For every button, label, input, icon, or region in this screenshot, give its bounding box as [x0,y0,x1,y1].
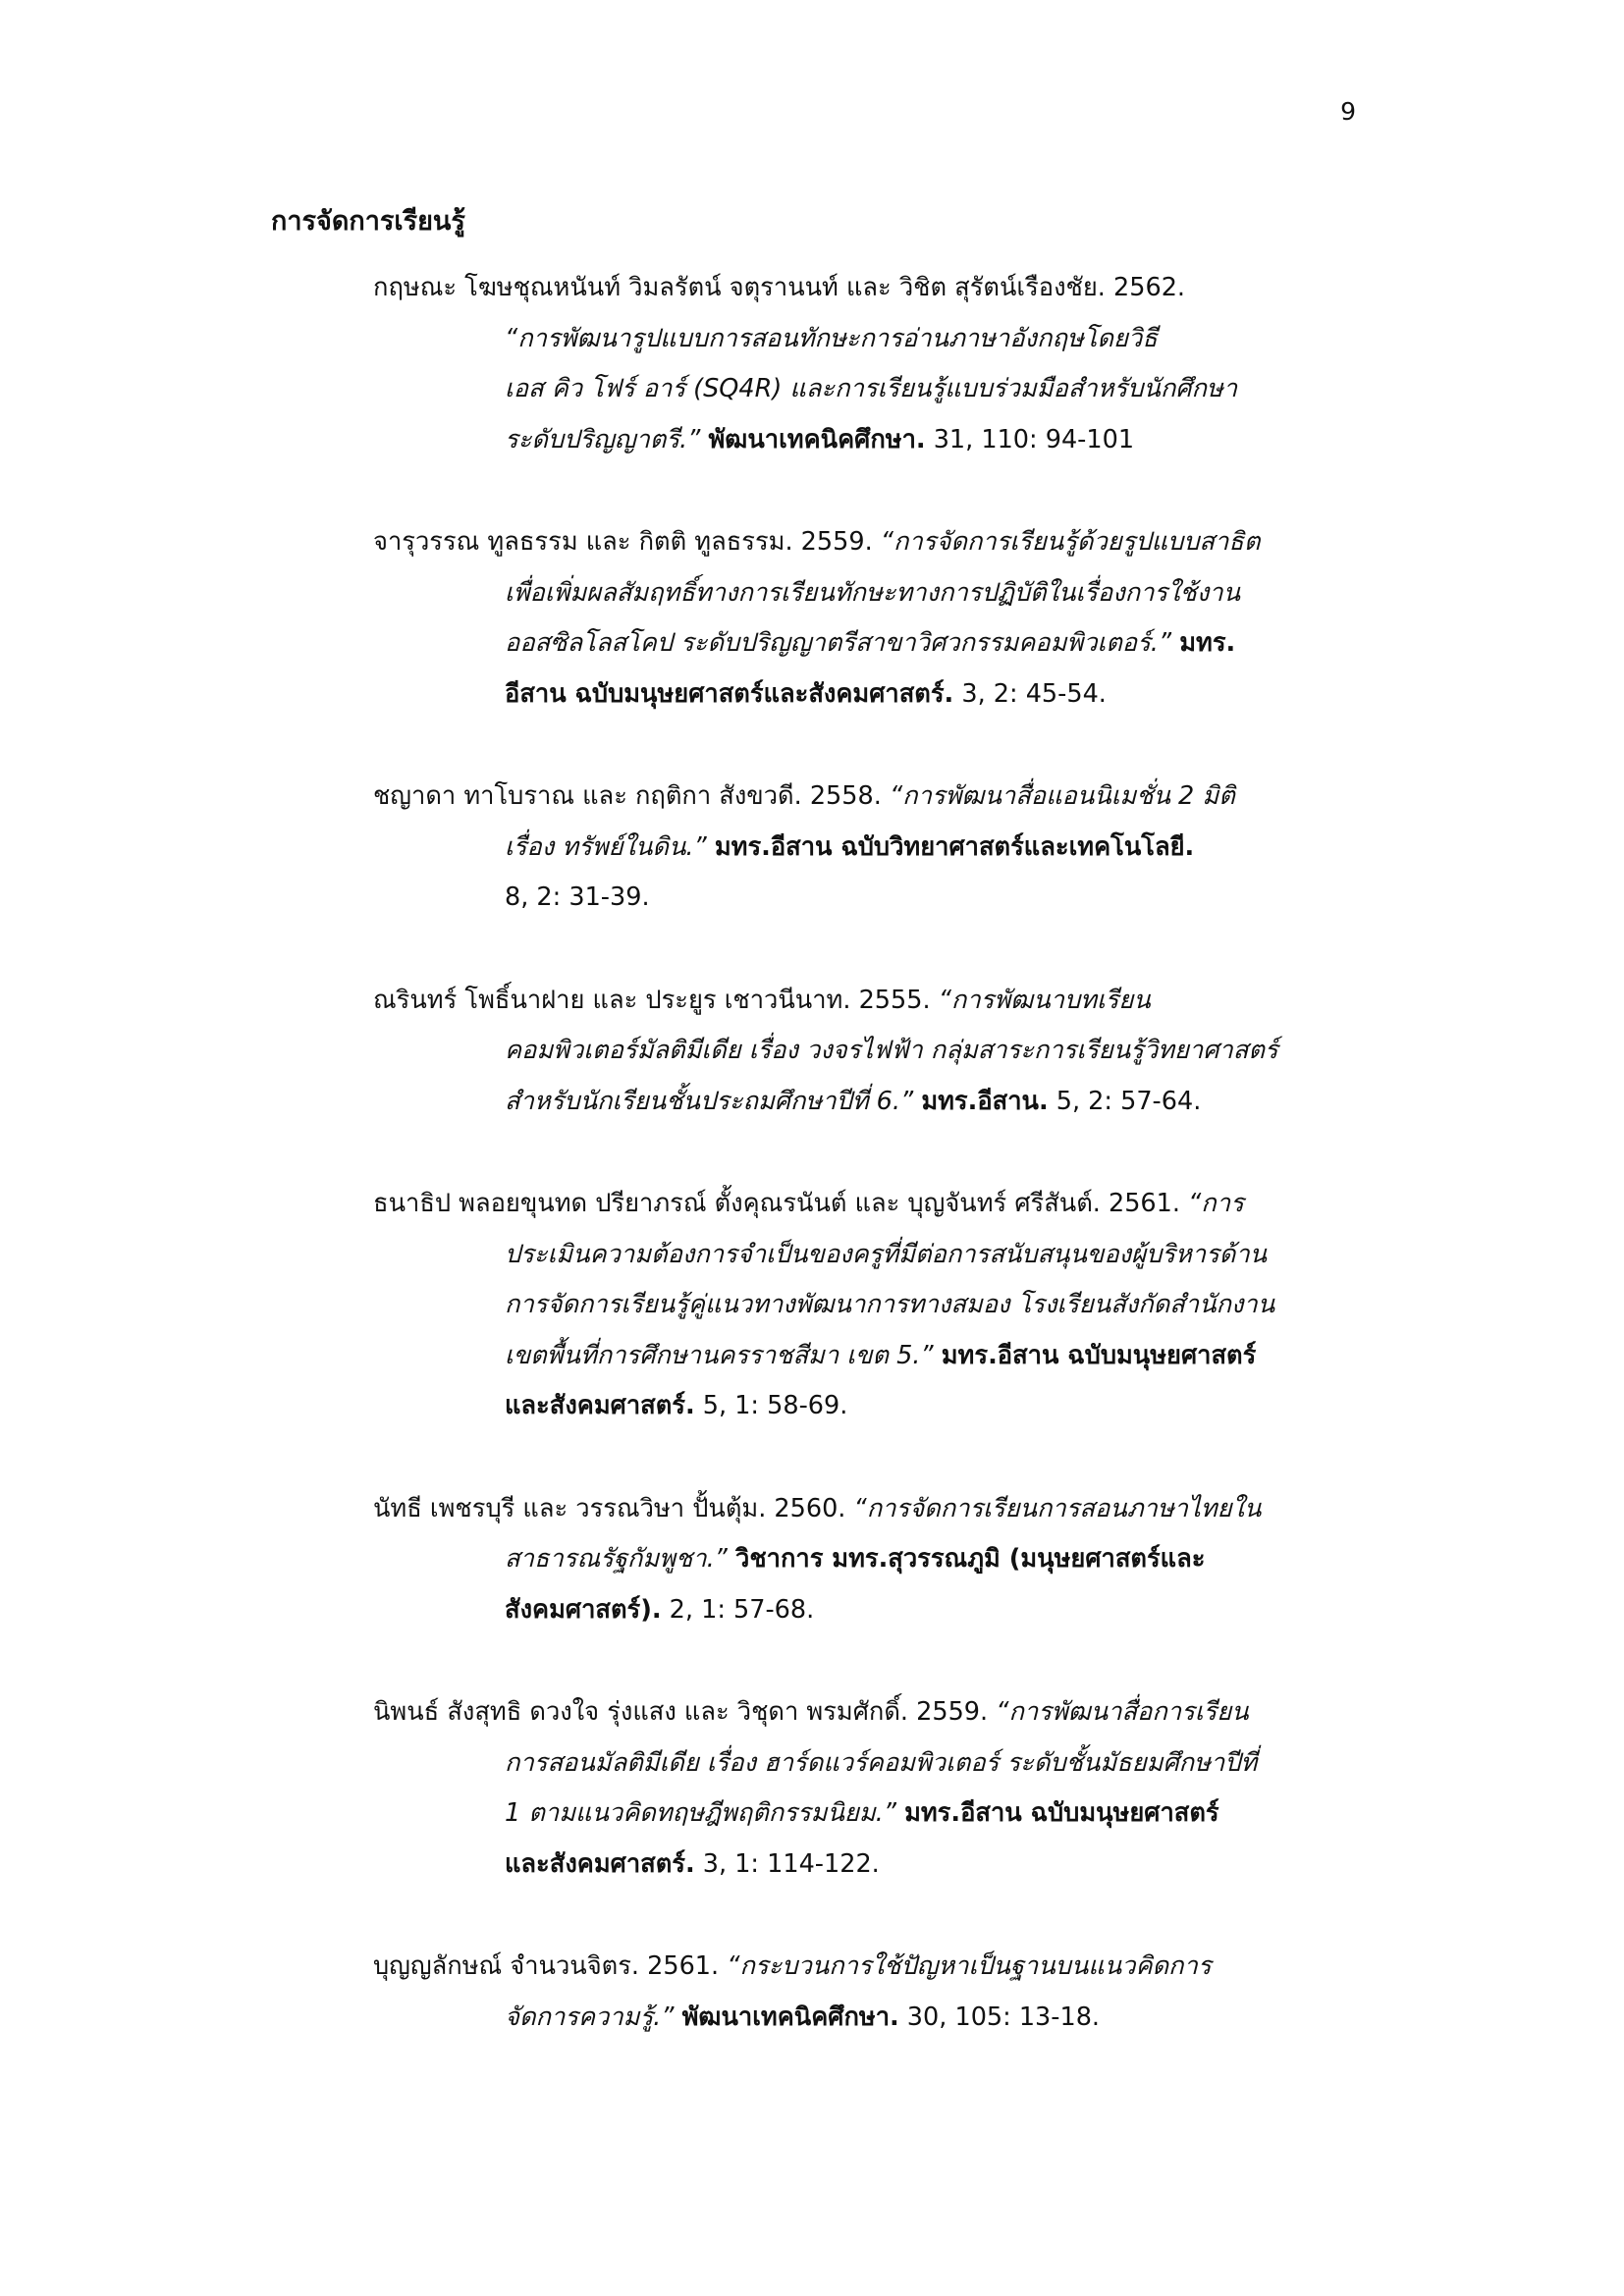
reference-line [373,669,1365,721]
reference-text: ชญาดา ทาโบราณ และ กฤติกา สังขวดี. 2558. [373,781,890,811]
journal-name: มทร.อีสาน ฉบับมนุษยศาสตร์ [941,1340,1257,1370]
reference-entry [373,1179,1365,1432]
journal-name: สังคมศาสตร์). [505,1594,662,1625]
article-title: ระดับปริญญาตรี.” [505,424,701,454]
article-title: จัดการความรู้.” [505,2002,675,2032]
reference-line [373,1280,1365,1331]
section-heading: การจัดการเรียนรู้ [271,206,465,237]
reference-line [373,1179,1365,1230]
article-title: “การพัฒนาสื่อแอนนิเมชั่น 2 มิติ [889,781,1235,811]
page-number: 9 [1340,97,1356,126]
article-title: สำหรับนักเรียนชั้นประถมศึกษาปีที่ 6.” [505,1086,914,1116]
article-title: คอมพิวเตอร์มัลติมีเดีย เรื่อง วงจรไฟฟ้า กลุ่มสาระการเรียนรู้วิทยาศาสตร์ [505,1036,1278,1065]
reference-line [373,618,1365,669]
article-title: “กระบวนการใช้ปัญหาเป็นฐานบนแนวคิดการ [727,1951,1212,1981]
reference-text [674,2002,681,2032]
reference-entry [373,517,1365,720]
reference-text: 5, 2: 57-64. [1048,1086,1202,1116]
article-title: เพื่อเพิ่มผลสัมฤทธิ์ทางการเรียนทักษะทางการปฏิบัติในเรื่องการใช้งาน [505,577,1241,608]
reference-line [373,1230,1365,1281]
reference-line [373,1534,1365,1585]
article-title: ออสซิลโลสโคป ระดับปริญญาตรีสาขาวิศวกรรมคอมพิวเตอร์.” [505,628,1172,658]
reference-line [373,1840,1365,1891]
article-title: “การ [1188,1189,1244,1218]
reference-line [373,568,1365,619]
reference-line [373,517,1365,568]
reference-entry [373,1484,1365,1636]
reference-entry [373,772,1365,924]
article-title: “การพัฒนาสื่อการเรียน [996,1697,1249,1727]
reference-text [896,1798,904,1828]
reference-line [373,976,1365,1027]
reference-line [373,1687,1365,1738]
reference-entry [373,263,1365,465]
reference-text: 31, 110: 94-101 [925,424,1135,454]
reference-text: 8, 2: 31-39. [505,882,650,912]
reference-line [373,415,1365,466]
reference-text: ธนาธิป พลอยขุนทด ปรียาภรณ์ ตั้งคุณรนันต์ และ บุญจันทร์ ศรีสันต์. 2561. [373,1189,1189,1218]
reference-text: 3, 2: 45-54. [953,678,1107,709]
reference-line [373,364,1365,415]
article-title: “การพัฒนาบทเรียน [938,985,1151,1015]
reference-line [373,1026,1365,1077]
article-title: 1 ตามแนวคิดทฤษฎีพฤติกรรมนิยม.” [505,1798,896,1828]
article-title: “การจัดการเรียนรู้ด้วยรูปแบบสาธิต [880,527,1261,557]
reference-text: นิพนธ์ สังสุทธิ ดวงใจ รุ่งแสง และ วิชุดา พรมศักดิ์. 2559. [373,1697,997,1727]
journal-name: มทร.อีสาน. [921,1086,1049,1116]
reference-line [373,1381,1365,1432]
reference-line [373,873,1365,924]
reference-line [373,263,1365,314]
reference-line [373,1331,1365,1382]
reference-text: ณรินทร์ โพธิ์นาฝาย และ ประยูร เชาวนีนาท. 2555. [373,985,939,1015]
article-title: สาธารณรัฐกัมพูชา.” [505,1544,728,1574]
journal-name: พัฒนาเทคนิคศึกษา. [681,2002,899,2032]
article-title: ประเมินความต้องการจำเป็นของครูที่มีต่อการสนับสนุนของผู้บริหารด้าน [505,1239,1268,1269]
reference-line [373,772,1365,823]
reference-text: 3, 1: 114-122. [694,1848,880,1879]
reference-line [373,1993,1365,2044]
reference-text: 5, 1: 58-69. [694,1391,848,1420]
article-title: “การพัฒนารูปแบบการสอนทักษะการอ่านภาษาอังกฤษโดยวิธี [505,323,1158,353]
reference-text: 30, 105: 13-18. [898,2002,1101,2032]
reference-line [373,1484,1365,1535]
article-title: เขตพื้นที่การศึกษานครราชสีมา เขต 5.” [505,1340,934,1370]
reference-text: กฤษณะ โฆษชุณหนันท์ วิมลรัตน์ จตุรานนท์ และ วิชิต สุรัตน์เรืองชัย. 2562. [373,273,1186,302]
journal-name: และสังคมศาสตร์. [505,1391,695,1420]
reference-text [728,1544,735,1574]
reference-line [373,314,1365,365]
reference-line [373,1942,1365,1993]
journal-name: พัฒนาเทคนิคศึกษา. [708,424,926,454]
reference-list [373,263,1365,2095]
article-title: “การจัดการเรียนการสอนภาษาไทยใน [853,1493,1262,1523]
reference-text: บุญญลักษณ์ จำนวนจิตร. 2561. [373,1951,728,1981]
reference-line [373,1738,1365,1789]
reference-text: 2, 1: 57-68. [661,1594,815,1625]
journal-name: อีสาน ฉบับมนุษยศาสตร์และสังคมศาสตร์. [505,678,954,709]
reference-line [373,1077,1365,1128]
journal-name: มทร. [1179,628,1236,658]
reference-entry [373,1942,1365,2043]
reference-entry [373,976,1365,1128]
article-title: การจัดการเรียนรู้คู่แนวทางพัฒนาการทางสมอง โรงเรียนสังกัดสำนักงาน [505,1290,1275,1319]
reference-text [934,1341,942,1370]
reference-entry [373,1687,1365,1890]
article-title: เอส คิว โฟร์ อาร์ (SQ4R) และการเรียนรู้แบบร่วมมือสำหรับนักศึกษา [505,374,1238,403]
reference-text [707,832,715,862]
reference-line [373,823,1365,874]
journal-name: วิชาการ มทร.สุวรรณภูมิ (มนุษยศาสตร์และ [735,1544,1206,1574]
article-title: เรื่อง ทรัพย์ในดิน.” [505,831,707,862]
journal-name: มทร.อีสาน ฉบับวิทยาศาสตร์และเทคโนโลยี. [714,831,1195,862]
reference-text: จารุวรรณ ทูลธรรม และ กิตติ ทูลธรรม. 2559. [373,527,881,557]
article-title: การสอนมัลติมีเดีย เรื่อง ฮาร์ดแวร์คอมพิวเตอร์ ระดับชั้นมัธยมศึกษาปีที่ [505,1747,1258,1778]
journal-name: มทร.อีสาน ฉบับมนุษยศาสตร์ [904,1798,1219,1828]
reference-line [373,1585,1365,1636]
reference-text: นัทธี เพชรบุรี และ วรรณวิษา ปั้นตุ้ม. 2560. [373,1493,854,1523]
reference-line [373,1789,1365,1840]
journal-name: และสังคมศาสตร์. [505,1848,695,1879]
